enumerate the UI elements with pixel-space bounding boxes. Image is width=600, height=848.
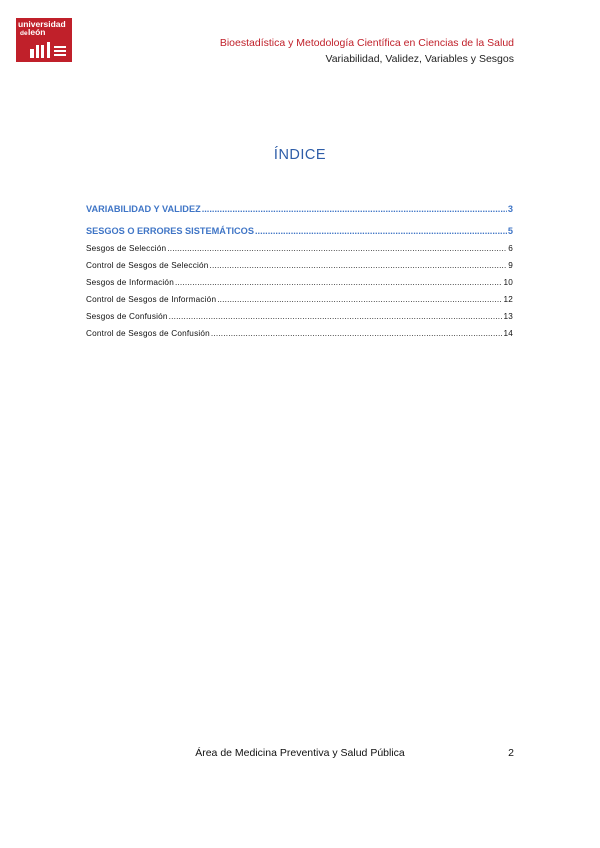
toc-entry-label: Sesgos de Selección [86,244,167,253]
toc-entry-page: 12 [503,295,513,304]
toc-entry-page: 13 [503,312,513,321]
toc-entry-page: 14 [503,329,513,338]
header-course-title: Bioestadística y Metodología Científica en Ciencias de la Salud [219,37,514,49]
toc-entry-label: Control de Sesgos de Información [86,295,217,304]
universidad-leon-logo [16,18,72,62]
toc-leader-dots [175,274,503,291]
toc-entry-label: VARIABILIDAD Y VALIDEZ [86,204,201,214]
header-topic: Variabilidad, Validez, Variables y Sesgos [325,53,514,65]
toc-entry-label: Sesgos de Confusión [86,312,168,321]
toc-entry-control-confusion[interactable] [86,325,513,342]
toc-entry-control-informacion[interactable] [86,291,513,308]
toc-entry-sesgos-seleccion[interactable] [86,240,513,257]
toc-entry-page: 3 [507,204,513,214]
toc-leader-dots [202,203,507,216]
toc-leader-dots [217,291,502,308]
toc-entry-sesgos-informacion[interactable] [86,274,513,291]
page-title: ÍNDICE [273,147,327,163]
toc-leader-dots [211,325,503,342]
toc-entry-label: Control de Sesgos de Confusión [86,329,210,338]
svg-text:de: de [20,30,28,37]
toc-leader-dots [210,257,508,274]
toc-entry-page: 9 [508,261,513,270]
toc-entry-sesgos-errores[interactable] [86,225,513,238]
footer-page-number: 2 [508,747,514,759]
toc-leader-dots [167,240,507,257]
toc-entry-variabilidad-validez[interactable] [86,203,513,216]
toc-entry-page: 5 [507,226,513,236]
footer-department: Área de Medicina Preventiva y Salud Pública [195,747,405,759]
svg-text:león: león [28,27,46,37]
table-of-contents [86,203,513,342]
toc-entry-label: Control de Sesgos de Selección [86,261,209,270]
toc-leader-dots [255,225,507,238]
toc-entry-label: SESGOS O ERRORES SISTEMÁTICOS [86,226,254,236]
toc-leader-dots [169,308,503,325]
svg-text:universidad: universidad [18,19,66,29]
toc-entry-control-seleccion[interactable] [86,257,513,274]
toc-entry-page: 10 [503,278,513,287]
toc-entry-label: Sesgos de Información [86,278,174,287]
toc-entry-sesgos-confusion[interactable] [86,308,513,325]
toc-entry-page: 6 [508,244,513,253]
